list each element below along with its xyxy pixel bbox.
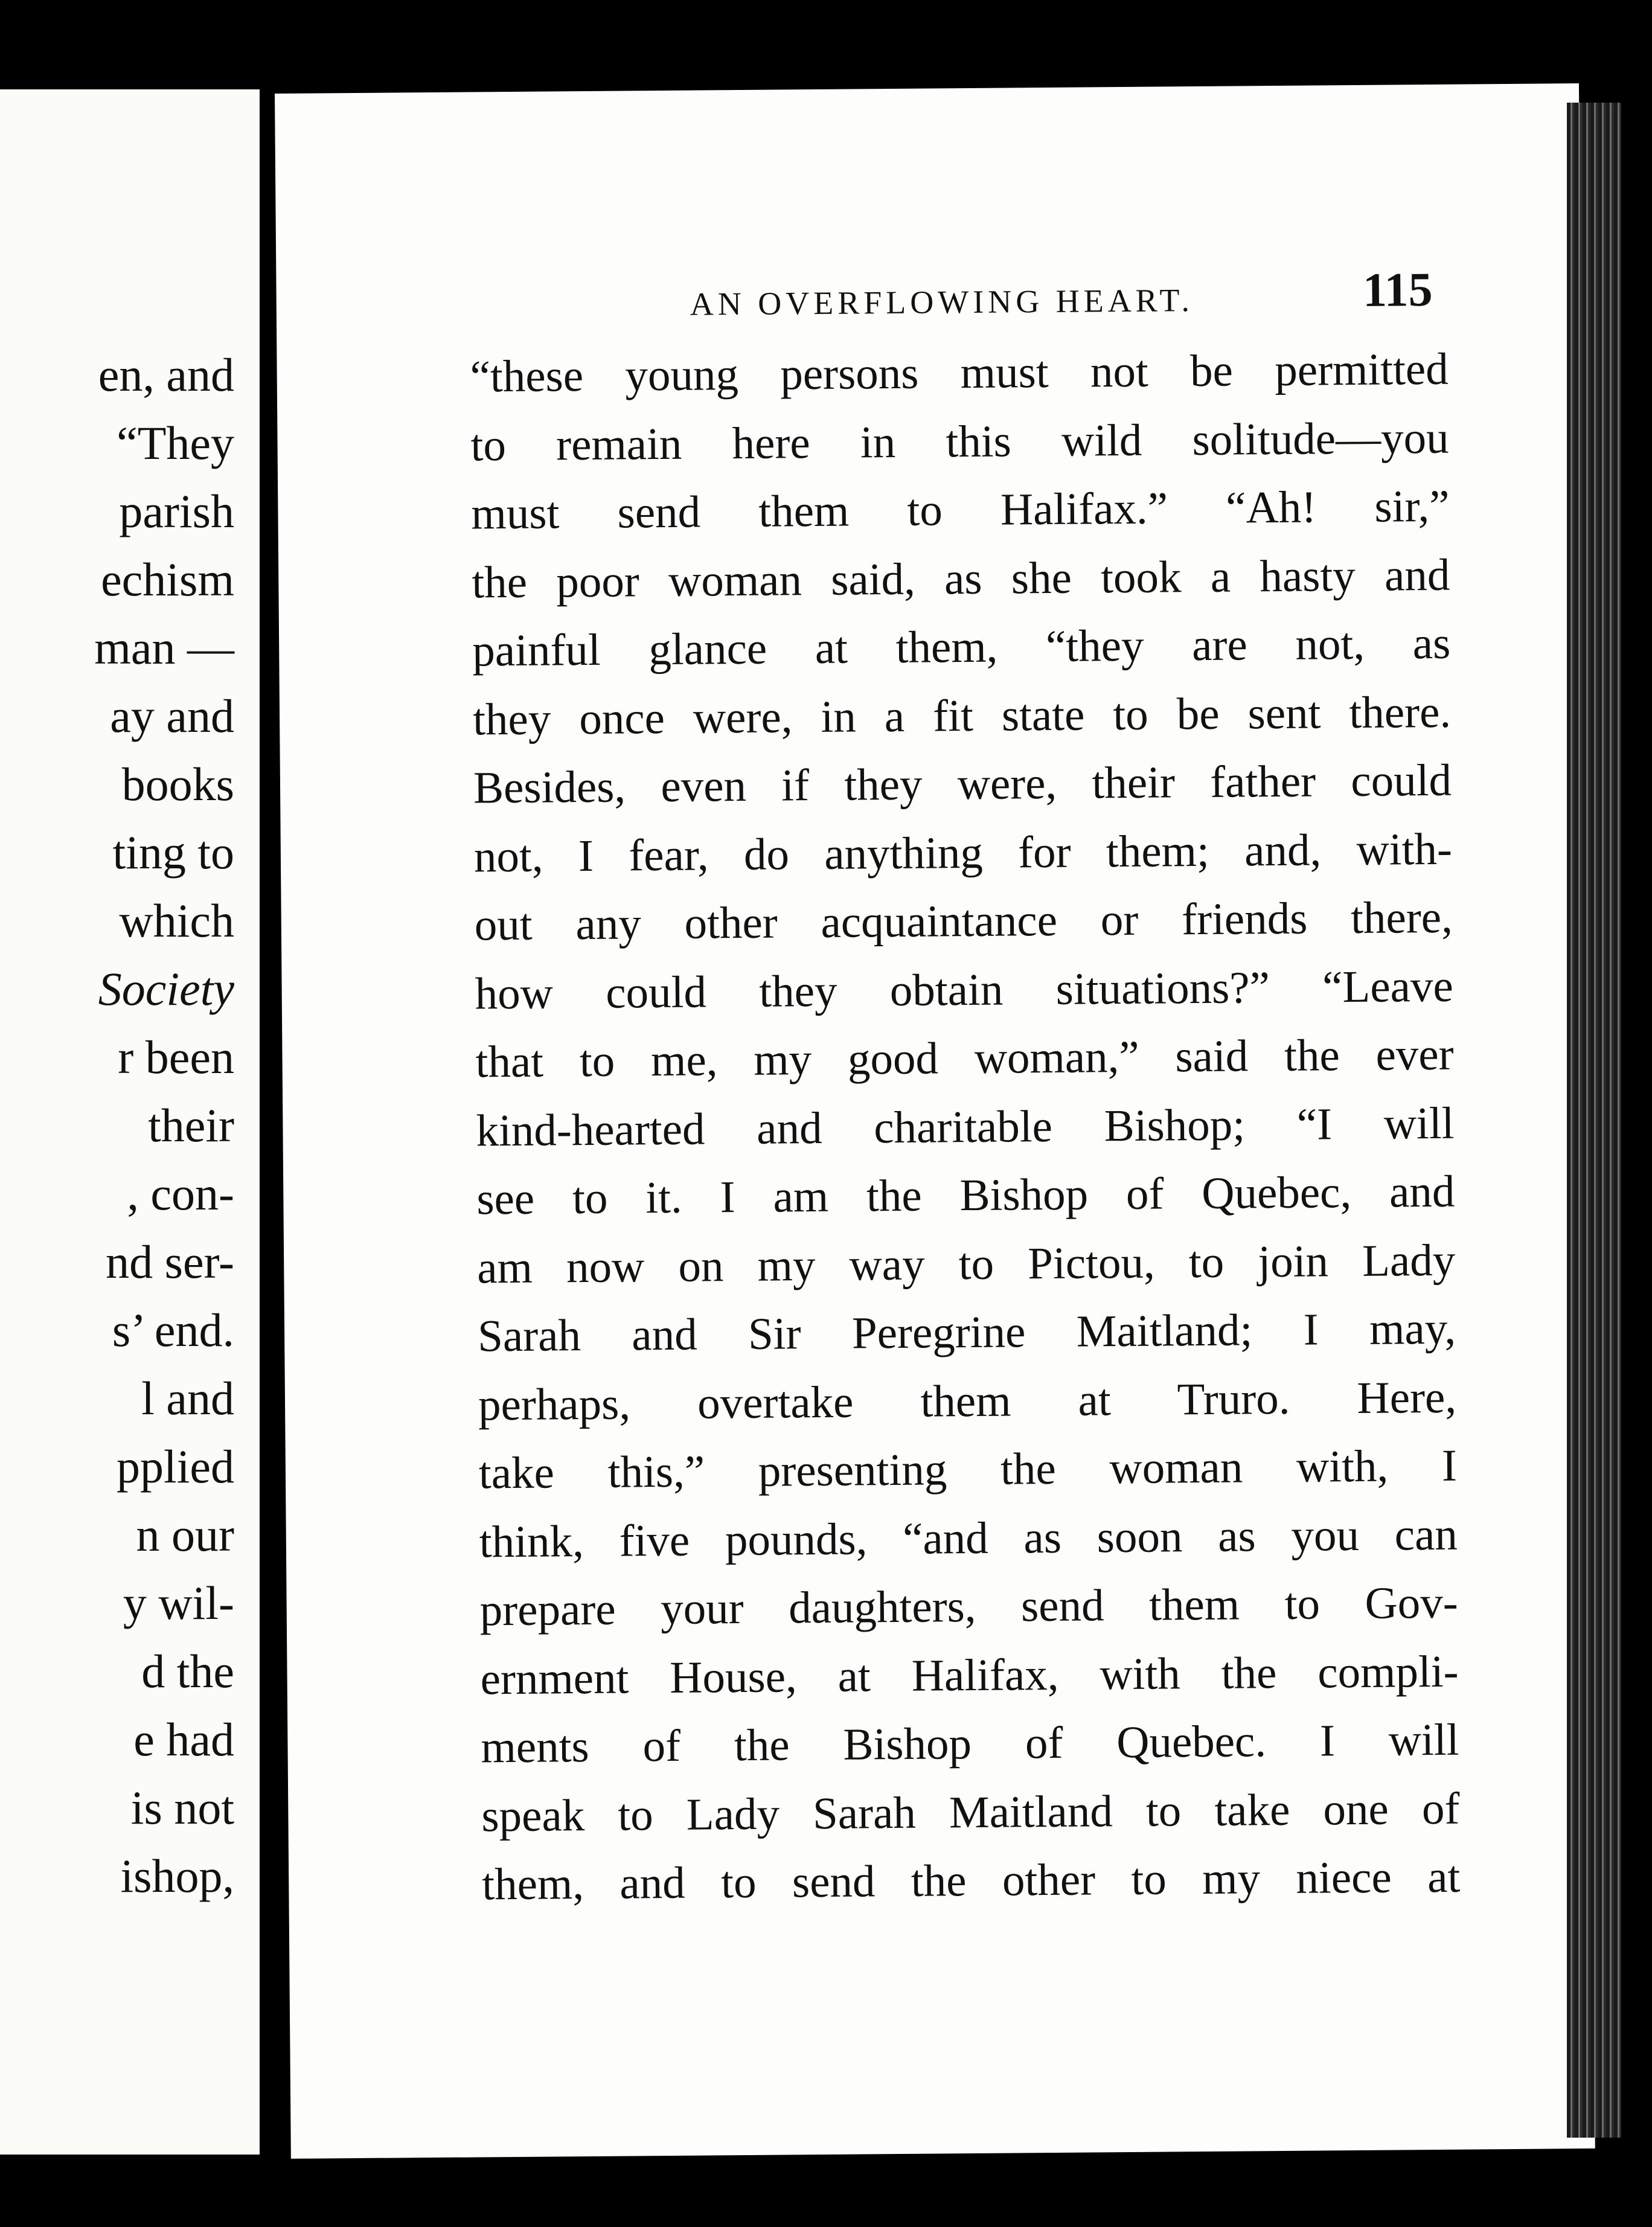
left-page-line: ay and [110,690,234,742]
left-page-line: their [148,1099,234,1152]
left-page-line: d the [141,1645,234,1697]
text-line: painful glance at them, “they are not, as [472,618,1451,676]
left-page-line: nd ser- [106,1235,234,1288]
left-page-line: s’ end. [112,1304,234,1356]
left-page-line: echism [101,553,234,606]
left-page-line: l and [141,1372,234,1424]
right-page [275,83,1595,2159]
left-page-line: “They [117,417,234,469]
left-page-line: ting to [112,826,234,879]
text-line: see to it. I am the Bishop of Quebec, and [476,1166,1455,1225]
text-line: kind-hearted and charitable Bishop; “I will [476,1098,1455,1156]
text-line: them, and to send the other to my niece at [481,1851,1461,1910]
left-page-line: is not [130,1781,234,1834]
running-head-title: AN OVERFLOWING HEART. [690,282,1194,322]
text-line: must send them to Halifax.” “Ah! sir,” [471,481,1450,539]
text-line: how could they obtain situations?” “Leave [475,961,1453,1019]
text-line: perhaps, overtake them at Truro. Here, [478,1372,1457,1430]
text-line: Besides, even if they were, their father could [473,755,1452,813]
text-line: not, I fear, do anything for them; and, with- [473,824,1453,882]
text-line: think, five pounds, “and as soon as you can [479,1509,1458,1567]
left-page-line: e had [133,1713,234,1766]
text-line: to remain here in this wild solitude—you [470,412,1449,470]
left-page-line: ishop, [120,1850,234,1902]
text-line: am now on my way to Pictou, to join Lady [476,1235,1456,1293]
text-line: prepare your daughters, send them to Gov- [479,1577,1459,1636]
text-line: the poor woman said, as she took a hasty and [472,550,1450,607]
text-line: that to me, my good woman,” said the ever [475,1029,1454,1088]
left-page-line: man — [94,621,234,674]
left-page-line: , con- [127,1167,234,1220]
left-page-line: r been [118,1031,234,1083]
text-line: they once were, in a fit state to be sent there. [472,687,1452,745]
left-page-line: which [119,894,234,947]
left-page-line: n our [136,1508,234,1561]
page-edge [1567,103,1621,2138]
text-line: out any other acquaintance or friends there, [474,892,1453,950]
left-page-line: books [121,758,234,810]
left-page-line: pplied [117,1440,234,1493]
body-text [470,335,1460,1919]
page-number: 115 [1362,263,1433,317]
left-page-line: y wil- [123,1577,234,1629]
left-page-line: Society [98,963,234,1015]
left-page-line: parish [119,485,234,537]
text-line: ernment House, at Halifax, with the compli- [480,1646,1459,1704]
left-page [0,89,260,2155]
left-page-text [94,341,234,1910]
text-line: ments of the Bishop of Quebec. I will [481,1714,1459,1773]
text-line: speak to Lady Sarah Maitland to take one of [481,1783,1460,1841]
running-head [276,263,1433,338]
text-line: Sarah and Sir Peregrine Maitland; I may, [477,1303,1456,1362]
left-page-line: en, and [98,348,234,401]
text-line: take this,” presenting the woman with, I [478,1440,1458,1499]
text-line: “these young persons must not be permitted [470,344,1449,402]
